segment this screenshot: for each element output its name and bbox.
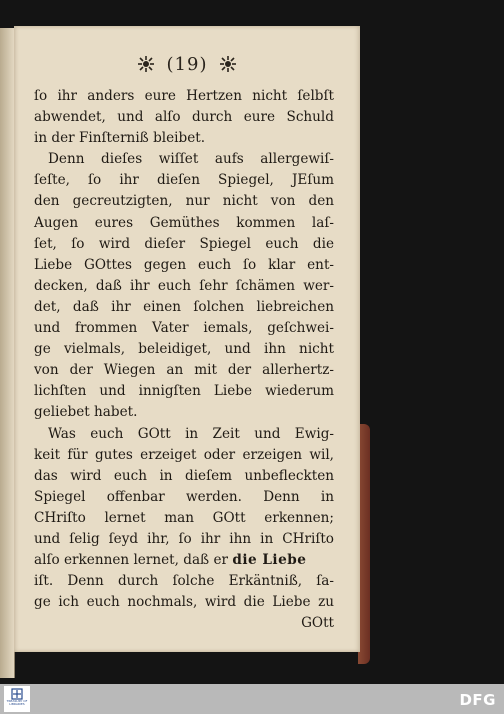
library-logo-text-2: LIBRARIES [9, 702, 25, 707]
text-line: Spiegel offenbar werden. Denn in [34, 488, 334, 505]
text-line: und frommen Vater iemals, geſchwei- [34, 320, 334, 337]
library-logo[interactable] [4, 686, 30, 712]
text-line: und ſelig ſeyd ihr, ſo ihr ihn in CHriſto [34, 530, 334, 547]
text-line: ſeſte, ſo ihr dieſen Spiegel, JEſum [34, 172, 334, 189]
text-line: ge vielmals, beleidiget, und ihn nicht [34, 341, 334, 358]
dfg-logo[interactable]: DFG [459, 691, 496, 709]
text-line: CHriſto lernet man GOtt erkennen; [34, 509, 334, 526]
text-line [34, 550, 334, 571]
text-line: iſt. Denn durch ſolche Erkäntniß, ſa- [34, 573, 334, 590]
text-line: decken, daß ihr euch ſehr ſchämen wer- [34, 277, 334, 294]
text-line: geliebet habet. [34, 404, 138, 421]
text-line: ſet, ſo wird dieſer Spiegel euch die [34, 235, 334, 252]
text-line: Augen eures Gemüthes kommen laſ- [34, 214, 334, 231]
library-logo-text-1: TREASURY OF [6, 699, 28, 703]
emphasized-phrase: die Liebe [232, 552, 307, 569]
text-line: in der Finſterniß bleibet. [34, 130, 206, 147]
text-line: keit für gutes erzeiget oder erzeigen wil, [34, 446, 334, 463]
text-line: det, daß ihr einen ſolchen liebreichen [34, 298, 334, 315]
page-number: (19) [166, 53, 208, 75]
text-line: ge ich euch nochmals, wird die Liebe zu [34, 594, 334, 611]
facing-page-edge [0, 28, 15, 678]
text-line: den gecreutzigten, nur nicht von den [34, 193, 334, 210]
body-text [34, 86, 334, 634]
text-line: abwendet, und alſo durch eure Schuld [34, 109, 334, 126]
right-ornament-icon [219, 55, 237, 73]
text-line: das wird euch in dieſem unbefleckten [34, 467, 334, 484]
page-header [14, 52, 360, 76]
text-line-part: alſo erkennen lernet, daß er [34, 552, 228, 569]
text-line: ſo ihr anders eure Hertzen nicht ſelbſt [34, 88, 334, 104]
catchword: GOtt [301, 615, 334, 632]
text-line: lichſten und innigſten Liebe wiederum [34, 383, 334, 400]
text-line: Liebe GOttes gegen euch ſo klar ent- [34, 256, 334, 273]
text-line: Denn dieſes wiſſet aufs allergewiſ- [48, 151, 334, 168]
book-page [14, 26, 360, 652]
text-line: von der Wiegen an mit der allerhertz- [34, 362, 334, 379]
viewer-footer-bar [0, 684, 504, 714]
text-line: Was euch GOtt in Zeit und Ewig- [48, 425, 334, 442]
left-ornament-icon [137, 55, 155, 73]
